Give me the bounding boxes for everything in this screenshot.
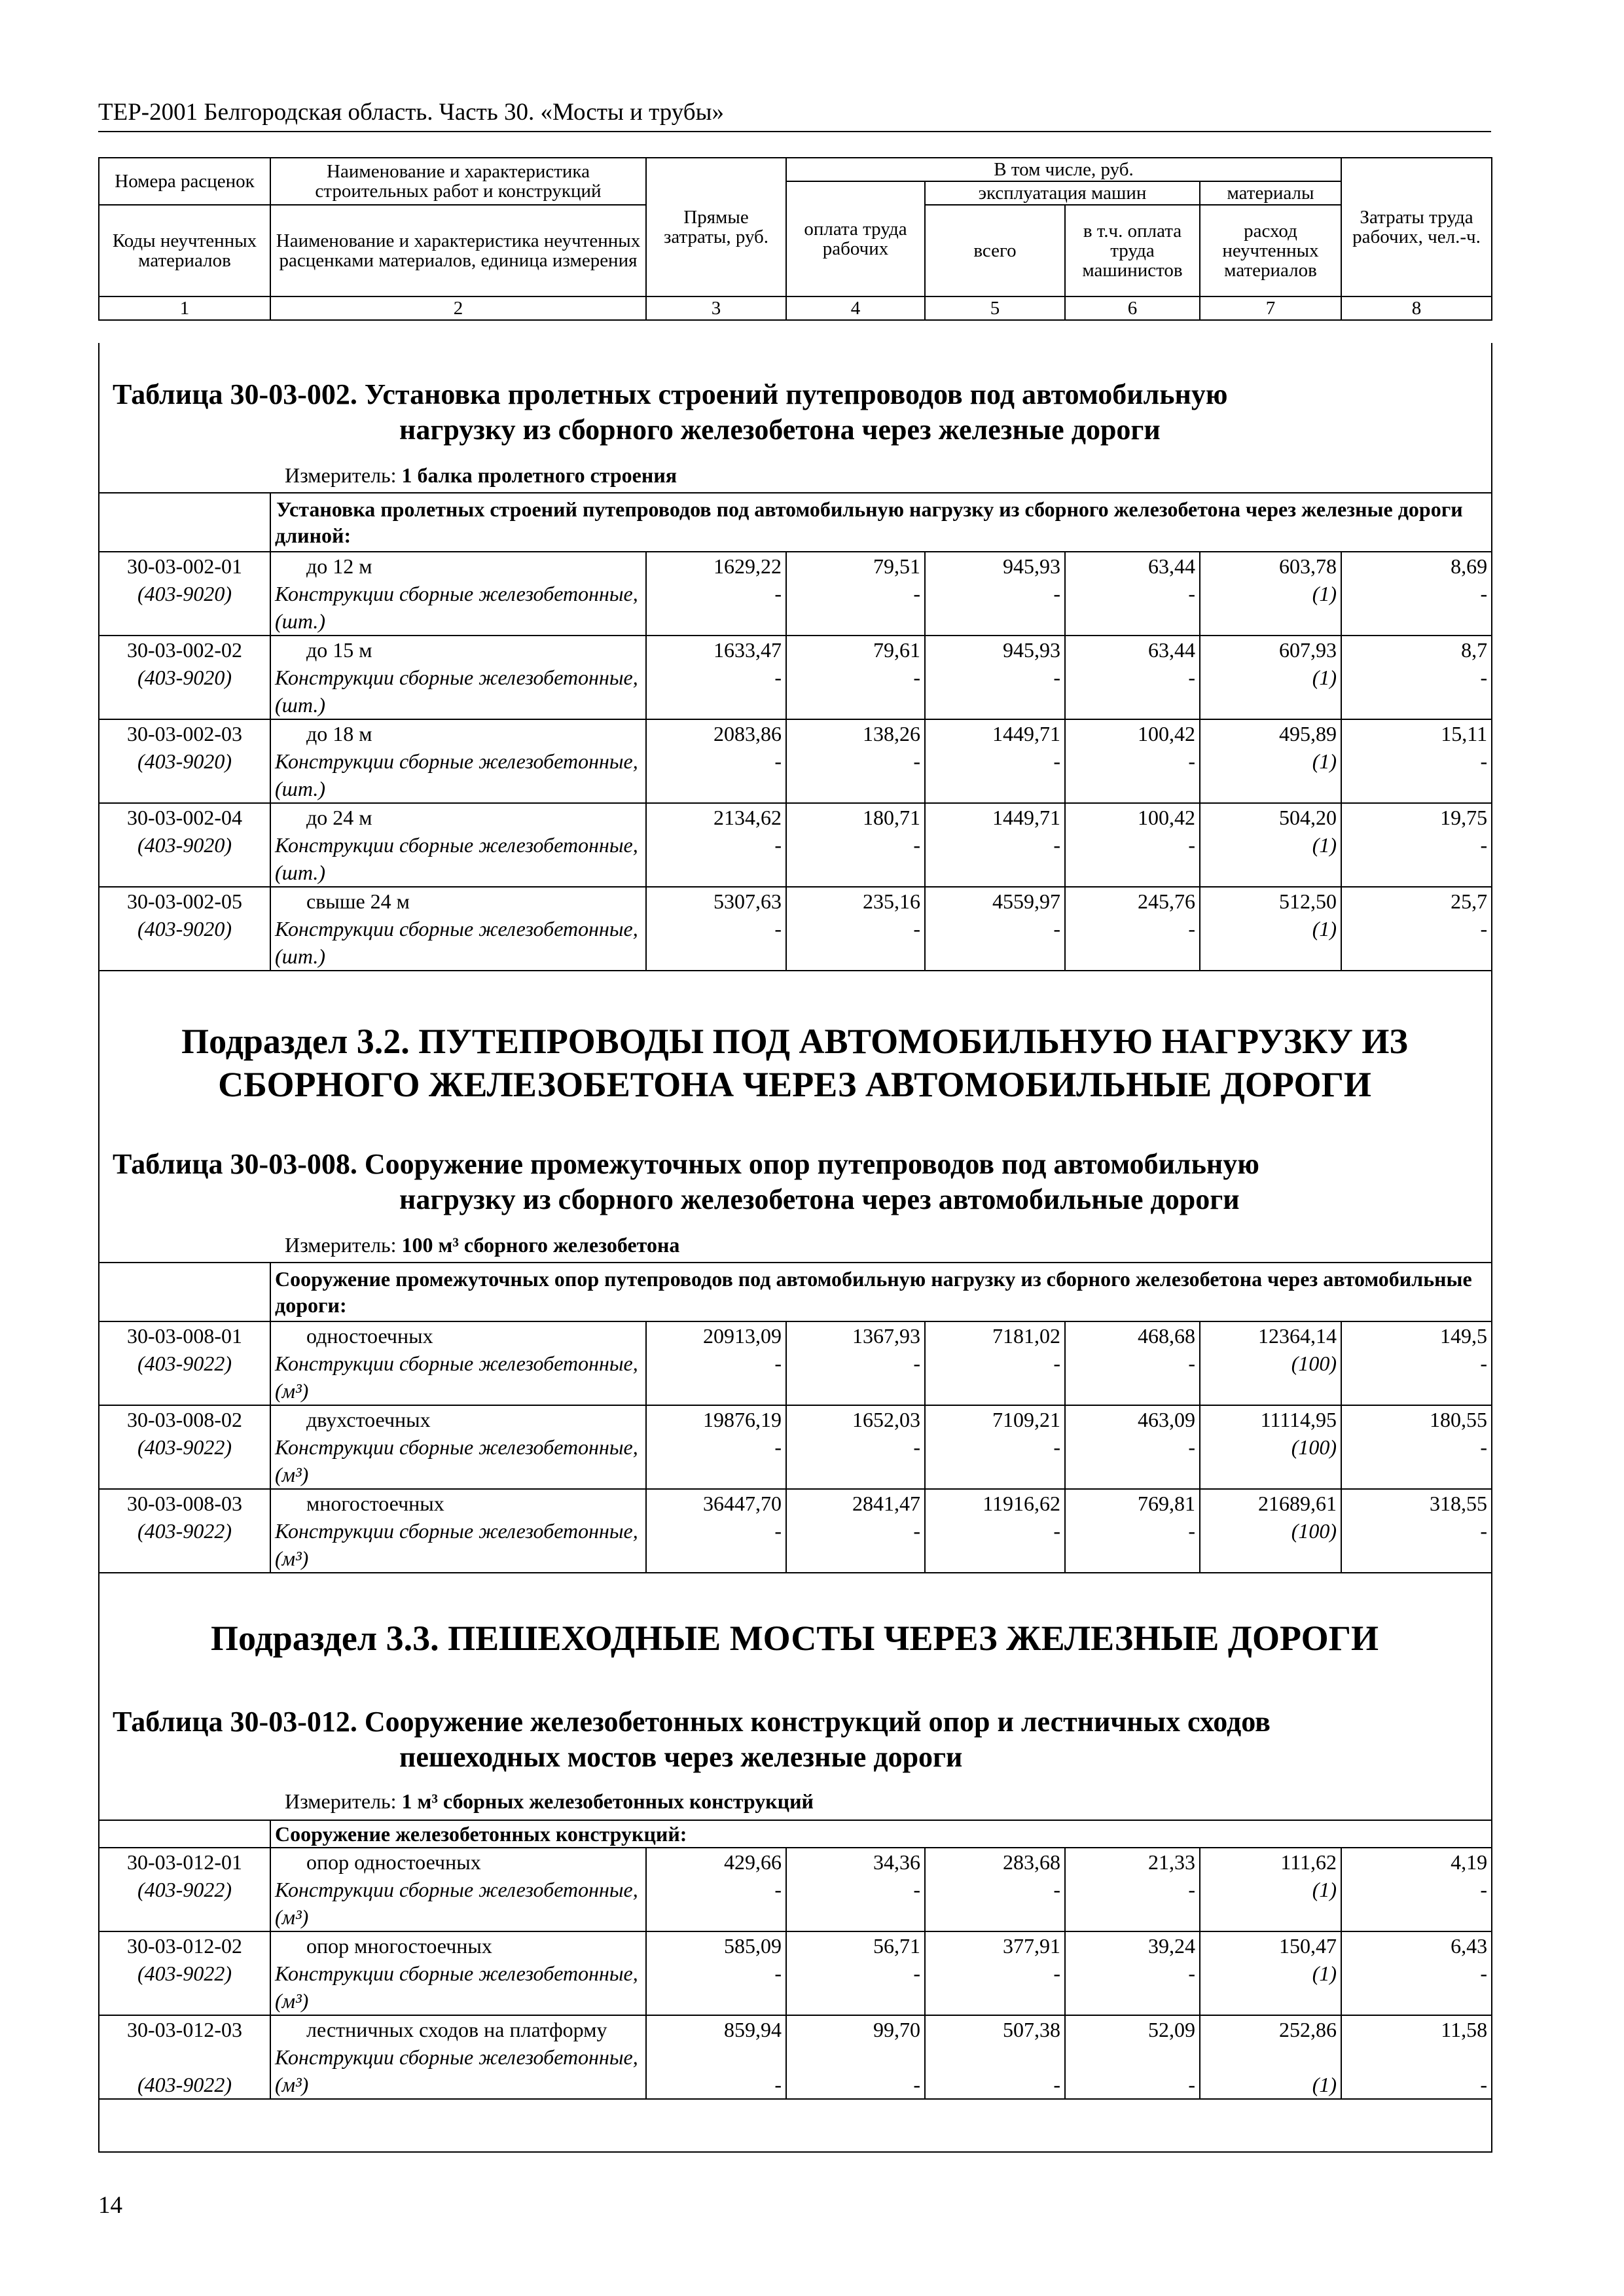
direct-costs: 20913,09 bbox=[646, 1321, 786, 1350]
machines-total: 7181,02 bbox=[925, 1321, 1065, 1350]
dash: - bbox=[925, 1350, 1065, 1405]
dash: - bbox=[646, 1960, 786, 2015]
header-machines-total: всего bbox=[925, 205, 1065, 296]
dash: - bbox=[646, 915, 786, 971]
measure-label: Измеритель: bbox=[285, 1233, 397, 1257]
dash: - bbox=[1065, 1433, 1200, 1489]
rate-code: 30-03-008-03 bbox=[99, 1489, 270, 1517]
header-machine-operation: эксплуатация машин bbox=[925, 181, 1200, 205]
materials-cost: 607,93 bbox=[1200, 636, 1341, 664]
material-code: (403-9022) bbox=[99, 1517, 270, 1573]
dash: - bbox=[786, 1876, 925, 1931]
rate-name-text: опор одностоечных bbox=[306, 1850, 481, 1874]
column-number: 5 bbox=[925, 296, 1065, 320]
rate-name-text: до 12 м bbox=[306, 554, 372, 578]
caption-spacer bbox=[99, 493, 270, 552]
rate-code: 30-03-002-01 bbox=[99, 552, 270, 580]
running-header: ТЕР-2001 Белгородская область. Часть 30. «Мосты и трубы» bbox=[98, 99, 724, 126]
rate-row bbox=[99, 552, 1492, 636]
dash: - bbox=[925, 915, 1065, 971]
rates-table bbox=[98, 492, 1492, 971]
labor-hours: 19,75 bbox=[1341, 803, 1492, 831]
operators-pay: 468,68 bbox=[1065, 1321, 1200, 1350]
rate-row bbox=[99, 2015, 1492, 2099]
machines-total: 1449,71 bbox=[925, 719, 1065, 747]
dash: - bbox=[646, 1517, 786, 1573]
direct-costs: 585,09 bbox=[646, 1931, 786, 1960]
caption-text: Установка пролетных строений путепроводов под автомобильную нагрузку из сборного железобетона через железные дороги длиной: bbox=[275, 497, 1463, 547]
operators-pay: 463,09 bbox=[1065, 1405, 1200, 1433]
header-direct-costs: Прямые затраты, руб. bbox=[646, 158, 786, 296]
material-quantity: (100) bbox=[1200, 1433, 1341, 1489]
materials-cost: 150,47 bbox=[1200, 1931, 1341, 1960]
material-code: (403-9020) bbox=[99, 915, 270, 971]
operators-pay: 100,42 bbox=[1065, 803, 1200, 831]
table-title-line: нагрузку из сборного железобетона через железные дороги bbox=[399, 414, 1161, 446]
page-number: 14 bbox=[98, 2192, 122, 2219]
column-number: 1 bbox=[99, 296, 270, 320]
material-name: Конструкции сборные железобетонные, (шт.) bbox=[270, 664, 646, 719]
labor-hours: 8,7 bbox=[1341, 636, 1492, 664]
direct-costs: 2134,62 bbox=[646, 803, 786, 831]
material-code: (403-9022) bbox=[99, 1960, 270, 2015]
direct-costs: 1629,22 bbox=[646, 552, 786, 580]
rate-name-text: свыше 24 м bbox=[306, 889, 410, 913]
operators-pay: 52,09 bbox=[1065, 2015, 1200, 2043]
material-quantity: (1) bbox=[1200, 580, 1341, 636]
dash: - bbox=[925, 580, 1065, 636]
table-title-line: Таблица 30-03-008. Сооружение промежуточных опор путепроводов под автомобильную bbox=[113, 1148, 1259, 1180]
dash: - bbox=[925, 664, 1065, 719]
material-name: Конструкции сборные железобетонные, (шт.) bbox=[270, 580, 646, 636]
rate-code: 30-03-002-05 bbox=[99, 887, 270, 915]
rate-code: 30-03-008-02 bbox=[99, 1405, 270, 1433]
subsection-title: Подраздел 3.3. ПЕШЕХОДНЫЕ МОСТЫ ЧЕРЕЗ ЖЕЛЕЗНЫЕ ДОРОГИ bbox=[210, 1619, 1379, 1658]
dash: - bbox=[925, 747, 1065, 803]
material-quantity: (100) bbox=[1200, 1517, 1341, 1573]
table-title-line: пешеходных мостов через железные дороги bbox=[399, 1741, 963, 1773]
labor-pay: 1367,93 bbox=[786, 1321, 925, 1350]
dash: - bbox=[1341, 1350, 1492, 1405]
dash: - bbox=[1065, 580, 1200, 636]
operators-pay: 39,24 bbox=[1065, 1931, 1200, 1960]
dash: - bbox=[646, 1433, 786, 1489]
rate-row bbox=[99, 1931, 1492, 2015]
materials-cost: 504,20 bbox=[1200, 803, 1341, 831]
operators-pay: 245,76 bbox=[1065, 887, 1200, 915]
dash: - bbox=[925, 1876, 1065, 1931]
direct-costs: 2083,86 bbox=[646, 719, 786, 747]
rate-code: 30-03-002-03 bbox=[99, 719, 270, 747]
dash: - bbox=[646, 1876, 786, 1931]
column-number: 4 bbox=[786, 296, 925, 320]
dash: - bbox=[646, 831, 786, 887]
rate-name bbox=[270, 887, 646, 915]
labor-pay: 34,36 bbox=[786, 1848, 925, 1876]
dash: - bbox=[786, 580, 925, 636]
rates-table bbox=[98, 1262, 1492, 1573]
material-code: (403-9022) bbox=[99, 2043, 270, 2099]
labor-pay: 235,16 bbox=[786, 887, 925, 915]
header-operators-pay: в т.ч. оплата труда машинистов bbox=[1065, 205, 1200, 296]
labor-pay: 79,61 bbox=[786, 636, 925, 664]
materials-cost: 12364,14 bbox=[1200, 1321, 1341, 1350]
table-title-line: нагрузку из сборного железобетона через автомобильные дороги bbox=[399, 1183, 1240, 1215]
rate-row bbox=[99, 1489, 1492, 1573]
machines-total: 283,68 bbox=[925, 1848, 1065, 1876]
rate-code: 30-03-002-04 bbox=[99, 803, 270, 831]
rate-name bbox=[270, 1848, 646, 1876]
header-material-names: Наименование и характеристика неучтенных расценками материалов, единица измерения bbox=[270, 205, 646, 296]
table-title bbox=[113, 1147, 1481, 1217]
caption-spacer bbox=[99, 1820, 270, 1848]
machines-total: 377,91 bbox=[925, 1931, 1065, 1960]
labor-pay: 1652,03 bbox=[786, 1405, 925, 1433]
rate-row bbox=[99, 887, 1492, 971]
dash: - bbox=[1065, 2043, 1200, 2099]
labor-pay: 56,71 bbox=[786, 1931, 925, 1960]
rate-row bbox=[99, 1848, 1492, 1931]
dash: - bbox=[1065, 915, 1200, 971]
materials-cost: 21689,61 bbox=[1200, 1489, 1341, 1517]
operators-pay: 63,44 bbox=[1065, 636, 1200, 664]
rate-name bbox=[270, 636, 646, 664]
direct-costs: 5307,63 bbox=[646, 887, 786, 915]
measure-value: 1 балка пролетного строения bbox=[401, 463, 677, 487]
dash: - bbox=[1065, 1517, 1200, 1573]
labor-pay: 79,51 bbox=[786, 552, 925, 580]
caption-spacer bbox=[99, 1263, 270, 1321]
material-name: Конструкции сборные железобетонные, (м³) bbox=[270, 2043, 646, 2099]
labor-pay: 138,26 bbox=[786, 719, 925, 747]
column-number: 3 bbox=[646, 296, 786, 320]
rate-name-text: до 24 м bbox=[306, 806, 372, 829]
machines-total: 11916,62 bbox=[925, 1489, 1065, 1517]
direct-costs: 859,94 bbox=[646, 2015, 786, 2043]
dash: - bbox=[786, 831, 925, 887]
labor-pay: 99,70 bbox=[786, 2015, 925, 2043]
rate-name-text: двухстоечных bbox=[306, 1408, 431, 1431]
machines-total: 945,93 bbox=[925, 552, 1065, 580]
material-quantity: (1) bbox=[1200, 2043, 1341, 2099]
materials-cost: 111,62 bbox=[1200, 1848, 1341, 1876]
dash: - bbox=[1341, 1433, 1492, 1489]
rate-name bbox=[270, 803, 646, 831]
materials-cost: 512,50 bbox=[1200, 887, 1341, 915]
machines-total: 945,93 bbox=[925, 636, 1065, 664]
caption-text: Сооружение промежуточных опор путепроводов под автомобильную нагрузку из сборного железобетона через автомобильные дороги: bbox=[275, 1267, 1472, 1317]
table-title bbox=[113, 1704, 1481, 1775]
rate-code: 30-03-008-01 bbox=[99, 1321, 270, 1350]
dash: - bbox=[1341, 747, 1492, 803]
rate-name-text: опор многостоечных bbox=[306, 1934, 492, 1958]
direct-costs: 36447,70 bbox=[646, 1489, 786, 1517]
material-code: (403-9022) bbox=[99, 1876, 270, 1931]
material-name: Конструкции сборные железобетонные, (шт.) bbox=[270, 747, 646, 803]
measure-unit bbox=[285, 1233, 679, 1257]
dash: - bbox=[925, 2043, 1065, 2099]
materials-cost: 603,78 bbox=[1200, 552, 1341, 580]
dash: - bbox=[1065, 1876, 1200, 1931]
dash: - bbox=[646, 747, 786, 803]
header-rule bbox=[98, 131, 1491, 132]
material-code: (403-9020) bbox=[99, 831, 270, 887]
labor-hours: 8,69 bbox=[1341, 552, 1492, 580]
machines-total: 4559,97 bbox=[925, 887, 1065, 915]
rate-name-text: до 18 м bbox=[306, 722, 372, 745]
material-quantity: (1) bbox=[1200, 831, 1341, 887]
rate-name bbox=[270, 1489, 646, 1517]
direct-costs: 19876,19 bbox=[646, 1405, 786, 1433]
material-name: Конструкции сборные железобетонные, (м³) bbox=[270, 1517, 646, 1573]
materials-cost: 11114,95 bbox=[1200, 1405, 1341, 1433]
header-material-consumption: расход неучтенных материалов bbox=[1200, 205, 1341, 296]
material-code: (403-9022) bbox=[99, 1433, 270, 1489]
material-quantity: (1) bbox=[1200, 915, 1341, 971]
header-materials: материалы bbox=[1200, 181, 1341, 205]
labor-hours: 25,7 bbox=[1341, 887, 1492, 915]
column-number: 7 bbox=[1200, 296, 1341, 320]
rate-name-text: многостоечных bbox=[306, 1492, 444, 1515]
labor-hours: 180,55 bbox=[1341, 1405, 1492, 1433]
material-name: Конструкции сборные железобетонные, (м³) bbox=[270, 1876, 646, 1931]
dash: - bbox=[1341, 831, 1492, 887]
table-title-line: Таблица 30-03-002. Установка пролетных строений путепроводов под автомобильную bbox=[113, 378, 1228, 410]
dash: - bbox=[786, 1433, 925, 1489]
dash: - bbox=[646, 2043, 786, 2099]
dash: - bbox=[1341, 2043, 1492, 2099]
rate-code: 30-03-012-02 bbox=[99, 1931, 270, 1960]
dash: - bbox=[786, 1960, 925, 2015]
dash: - bbox=[1065, 664, 1200, 719]
material-code: (403-9022) bbox=[99, 1350, 270, 1405]
labor-pay: 2841,47 bbox=[786, 1489, 925, 1517]
table-caption bbox=[270, 1263, 1492, 1321]
material-name: Конструкции сборные железобетонные, (м³) bbox=[270, 1960, 646, 2015]
header-material-codes: Коды неучтенных материалов bbox=[99, 205, 270, 296]
dash: - bbox=[925, 1517, 1065, 1573]
material-quantity: (1) bbox=[1200, 1960, 1341, 2015]
rate-code: 30-03-012-01 bbox=[99, 1848, 270, 1876]
measure-label: Измеритель: bbox=[285, 463, 397, 487]
rate-name bbox=[270, 1405, 646, 1433]
table-caption bbox=[270, 1820, 1492, 1848]
dash: - bbox=[1341, 1517, 1492, 1573]
column-header-table bbox=[98, 157, 1492, 321]
dash: - bbox=[646, 580, 786, 636]
dash: - bbox=[1065, 747, 1200, 803]
rate-name bbox=[270, 2015, 646, 2043]
dash: - bbox=[786, 1517, 925, 1573]
rate-row bbox=[99, 719, 1492, 803]
materials-cost: 495,89 bbox=[1200, 719, 1341, 747]
direct-costs: 429,66 bbox=[646, 1848, 786, 1876]
dash: - bbox=[1341, 915, 1492, 971]
operators-pay: 63,44 bbox=[1065, 552, 1200, 580]
header-name: Наименование и характеристика строительных работ и конструкций bbox=[270, 158, 646, 205]
labor-hours: 15,11 bbox=[1341, 719, 1492, 747]
dash: - bbox=[925, 1433, 1065, 1489]
table-caption bbox=[270, 493, 1492, 552]
material-quantity: (1) bbox=[1200, 747, 1341, 803]
operators-pay: 21,33 bbox=[1065, 1848, 1200, 1876]
table-title bbox=[113, 377, 1481, 448]
rate-code: 30-03-012-03 bbox=[99, 2015, 270, 2043]
rate-name bbox=[270, 552, 646, 580]
header-labor-hours: Затраты труда рабочих, чел.-ч. bbox=[1341, 158, 1492, 296]
operators-pay: 769,81 bbox=[1065, 1489, 1200, 1517]
rate-code: 30-03-002-02 bbox=[99, 636, 270, 664]
machines-total: 507,38 bbox=[925, 2015, 1065, 2043]
measure-unit bbox=[285, 463, 677, 488]
material-code: (403-9020) bbox=[99, 580, 270, 636]
direct-costs: 1633,47 bbox=[646, 636, 786, 664]
dash: - bbox=[786, 747, 925, 803]
dash: - bbox=[1341, 664, 1492, 719]
dash: - bbox=[786, 2043, 925, 2099]
rate-name bbox=[270, 719, 646, 747]
dash: - bbox=[786, 1350, 925, 1405]
material-name: Конструкции сборные железобетонные, (м³) bbox=[270, 1350, 646, 1405]
rates-table bbox=[98, 1820, 1492, 2100]
rate-name-text: до 15 м bbox=[306, 638, 372, 662]
rate-row bbox=[99, 1405, 1492, 1489]
operators-pay: 100,42 bbox=[1065, 719, 1200, 747]
measure-unit bbox=[285, 1789, 814, 1814]
dash: - bbox=[1341, 580, 1492, 636]
material-code: (403-9020) bbox=[99, 664, 270, 719]
column-number: 2 bbox=[270, 296, 646, 320]
dash: - bbox=[1065, 1960, 1200, 2015]
labor-pay: 180,71 bbox=[786, 803, 925, 831]
labor-hours: 11,58 bbox=[1341, 2015, 1492, 2043]
dash: - bbox=[786, 664, 925, 719]
column-number: 8 bbox=[1341, 296, 1492, 320]
rate-name bbox=[270, 1321, 646, 1350]
rate-name-text: лестничных сходов на платформу bbox=[306, 2018, 607, 2041]
rate-row bbox=[99, 803, 1492, 887]
dash: - bbox=[1065, 831, 1200, 887]
dash: - bbox=[1341, 1960, 1492, 2015]
material-quantity: (1) bbox=[1200, 664, 1341, 719]
dash: - bbox=[925, 831, 1065, 887]
measure-label: Измеритель: bbox=[285, 1789, 397, 1813]
dash: - bbox=[1065, 1350, 1200, 1405]
header-including: В том числе, руб. bbox=[786, 158, 1341, 181]
dash: - bbox=[1341, 1876, 1492, 1931]
labor-hours: 318,55 bbox=[1341, 1489, 1492, 1517]
rate-row bbox=[99, 1321, 1492, 1405]
material-quantity: (100) bbox=[1200, 1350, 1341, 1405]
caption-text: Сооружение железобетонных конструкций: bbox=[275, 1822, 687, 1846]
rate-name bbox=[270, 1931, 646, 1960]
labor-hours: 149,5 bbox=[1341, 1321, 1492, 1350]
column-number: 6 bbox=[1065, 296, 1200, 320]
material-code: (403-9020) bbox=[99, 747, 270, 803]
machines-total: 7109,21 bbox=[925, 1405, 1065, 1433]
header-labor-pay: оплата труда рабочих bbox=[786, 181, 925, 296]
rate-name-text: одностоечных bbox=[306, 1324, 433, 1348]
subsection-title: Подраздел 3.2. ПУТЕПРОВОДЫ ПОД АВТОМОБИЛЬНУЮ НАГРУЗКУ ИЗ СБОРНОГО ЖЕЛЕЗОБЕТОНА ЧЕРЕЗ АВТОМОБИЛЬНЫЕ ДОРОГИ bbox=[181, 1022, 1408, 1104]
material-name: Конструкции сборные железобетонные, (шт.) bbox=[270, 915, 646, 971]
material-name: Конструкции сборные железобетонные, (м³) bbox=[270, 1433, 646, 1489]
measure-value: 100 м³ сборного железобетона bbox=[401, 1233, 680, 1257]
material-name: Конструкции сборные железобетонные, (шт.) bbox=[270, 831, 646, 887]
materials-cost: 252,86 bbox=[1200, 2015, 1341, 2043]
dash: - bbox=[646, 664, 786, 719]
dash: - bbox=[646, 1350, 786, 1405]
header-code: Номера расценок bbox=[99, 158, 270, 205]
table-title-line: Таблица 30-03-012. Сооружение железобетонных конструкций опор и лестничных сходов bbox=[113, 1706, 1271, 1738]
dash: - bbox=[786, 915, 925, 971]
rate-row bbox=[99, 636, 1492, 719]
labor-hours: 6,43 bbox=[1341, 1931, 1492, 1960]
material-quantity: (1) bbox=[1200, 1876, 1341, 1931]
measure-value: 1 м³ сборных железобетонных конструкций bbox=[401, 1789, 814, 1813]
labor-hours: 4,19 bbox=[1341, 1848, 1492, 1876]
dash: - bbox=[925, 1960, 1065, 2015]
machines-total: 1449,71 bbox=[925, 803, 1065, 831]
